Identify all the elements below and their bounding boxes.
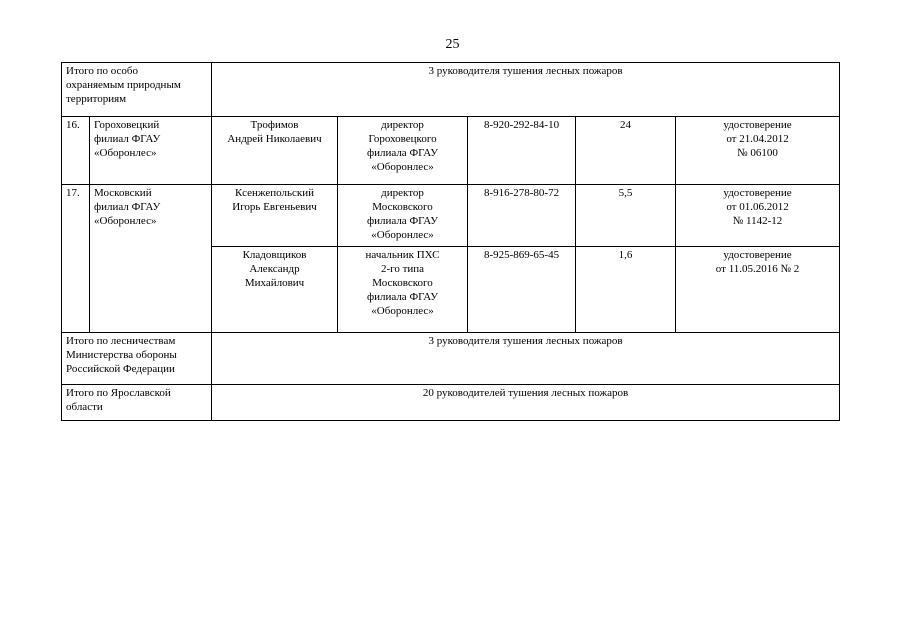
phone-cell: 8-925-869-65-45 [468,247,576,333]
phone-cell: 8-920-292-84-10 [468,117,576,185]
person-cell: Трофимов Андрей Николаевич [212,117,338,185]
row-number: 17. [62,185,90,333]
document-cell: удостоверение от 11.05.2016 № 2 [676,247,840,333]
position-cell: директор Московского филиала ФГАУ «Оборонлес» [338,185,468,247]
experience-cell: 5,5 [576,185,676,247]
position-cell: начальник ПХС 2-го типа Московского филиала ФГАУ «Оборонлес» [338,247,468,333]
total-region-value: 20 руководителей тушения лесных пожаров [212,385,840,421]
page-number: 25 [445,37,460,52]
total-protected-label: Итого по особо охраняемым природным территориям [62,63,212,117]
document-cell: удостоверение от 01.06.2012 № 1142-12 [676,185,840,247]
total-defense-label: Итого по лесничествам Министерства обороны Российской Федерации [62,333,212,385]
position-cell: директор Гороховецкого филиала ФГАУ «Оборонлес» [338,117,468,185]
total-defense-row [62,333,840,385]
total-region-row [62,385,840,421]
total-region-label: Итого по Ярославской области [62,385,212,421]
table-row-17a [62,185,840,247]
phone-cell: 8-916-278-80-72 [468,185,576,247]
fire-leaders-table [61,62,840,421]
table-row-16 [62,117,840,185]
person-cell: Кладовщиков Александр Михайлович [212,247,338,333]
total-protected-row [62,63,840,117]
organization-cell: Московский филиал ФГАУ «Оборонлес» [90,185,212,333]
organization-cell: Гороховецкий филиал ФГАУ «Оборонлес» [90,117,212,185]
row-number: 16. [62,117,90,185]
total-defense-value: 3 руководителя тушения лесных пожаров [212,333,840,385]
document-cell: удостоверение от 21.04.2012 № 06100 [676,117,840,185]
person-cell: Ксенжепольский Игорь Евгеньевич [212,185,338,247]
total-protected-value: 3 руководителя тушения лесных пожаров [212,63,840,117]
experience-cell: 1,6 [576,247,676,333]
experience-cell: 24 [576,117,676,185]
